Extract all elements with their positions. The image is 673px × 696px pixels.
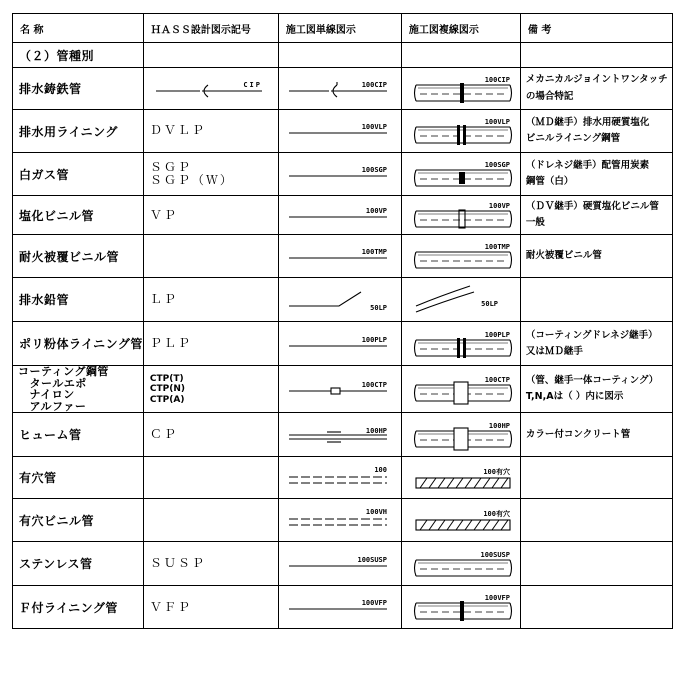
header-name: 名 称: [13, 14, 144, 43]
double-line-cell: [401, 322, 520, 366]
hatch-line: [438, 478, 445, 488]
hass-symbol: ＬＰ: [143, 278, 278, 322]
double-line-drawing: [402, 196, 520, 234]
pipe-end: [414, 127, 416, 143]
single-line-cell: [278, 366, 401, 413]
collar-symbol: [454, 382, 468, 404]
remark-line: （ＭＤ継手）排水用硬質塩化: [525, 116, 650, 128]
double-line-cell: [401, 235, 520, 278]
single-line-cell: [278, 586, 401, 629]
joint-symbol: [460, 601, 464, 621]
double-line-cell: [401, 366, 520, 413]
double-line-drawing: [402, 68, 520, 109]
pipe-row: [13, 68, 673, 110]
hass-symbol: ＶＰ: [143, 196, 278, 235]
hass-symbol: ＳＵＳＰ: [143, 542, 278, 586]
hatch-line: [456, 478, 463, 488]
double-line-drawing: [402, 322, 520, 365]
pipe-row: [13, 413, 673, 457]
double-line-cell: [401, 278, 520, 322]
hatch-line: [465, 520, 472, 530]
remark-line: 又はＭＤ継手: [525, 345, 583, 357]
pipe-name: 排水鋳鉄管: [13, 68, 144, 110]
pipe-end: [510, 340, 512, 356]
pipe-label: 100: [374, 466, 387, 475]
single-line-cell: [278, 235, 401, 278]
remarks: [520, 499, 672, 542]
joint-symbol: [459, 172, 465, 184]
single-line-drawing: [279, 499, 401, 541]
hatch-line: [465, 478, 472, 488]
pipe-name: Ｆ付ライニング管: [13, 586, 144, 629]
remark-line: 一般: [525, 217, 545, 229]
hass-symbol: [143, 499, 278, 542]
remark-line: の場合特記: [525, 90, 574, 102]
remark-line: カラー付コンクリート管: [525, 428, 631, 440]
pipe-label: 100HP: [365, 427, 387, 436]
single-line-drawing: [279, 542, 401, 585]
pipe-name: 有穴ビニル管: [13, 499, 144, 542]
hatch-line: [420, 520, 427, 530]
single-line-drawing: [279, 110, 401, 152]
pipe-end: [414, 211, 416, 227]
pipe-end: [510, 211, 512, 227]
pipe-end: [414, 252, 416, 268]
pipe-name: 耐火被覆ビニル管: [13, 235, 144, 278]
lead-pipe-line: [289, 292, 361, 306]
hatch-line: [429, 520, 436, 530]
pipe-end: [510, 603, 512, 619]
single-line-drawing: [279, 366, 401, 412]
pipe-label: 100PLP: [484, 331, 510, 340]
pipe-label: 100VFP: [361, 599, 387, 608]
double-line-drawing: [402, 153, 520, 195]
single-line-cell: [278, 542, 401, 586]
remark-line: （コーティングドレネジ継手）: [525, 329, 658, 341]
single-line-drawing: [279, 413, 401, 456]
pipe-end: [510, 252, 512, 268]
remarks: [520, 196, 672, 235]
coupling-symbol: [331, 388, 340, 394]
pipe-label: 100有穴: [483, 510, 510, 519]
remark-line: （ＤＶ継手）硬質塩化ビニル管: [525, 201, 659, 212]
hass-symbol: ＶＦＰ: [143, 586, 278, 629]
pipe-end: [510, 127, 512, 143]
hatch-line: [501, 478, 508, 488]
joint-symbol: [463, 338, 466, 358]
single-line-cell: [278, 153, 401, 196]
pipe-label: 100TMP: [484, 243, 510, 252]
single-line-drawing: [279, 278, 401, 321]
pipe-row: [13, 322, 673, 366]
pipe-row: [13, 153, 673, 196]
hass-symbol: [143, 235, 278, 278]
section-row: [13, 43, 673, 68]
pipe-name: ポリ粉体ライニング管: [13, 322, 144, 366]
remark-line: T,N,Aは（ ）内に図示: [525, 391, 624, 403]
pipe-name: 排水鉛管: [13, 278, 144, 322]
pipe-name: ヒューム管: [13, 413, 144, 457]
header-hass: ＨＡＳＳ設計図示記号: [143, 14, 278, 43]
pipe-label: 100VH: [365, 508, 387, 517]
pipe-end: [414, 170, 416, 186]
hatch-line: [492, 478, 499, 488]
section-title: （２）管種別: [13, 43, 144, 68]
single-line-drawing: [279, 586, 401, 628]
double-line-drawing: [402, 413, 520, 456]
remarks: [520, 366, 672, 413]
hatch-line: [447, 478, 454, 488]
header-remarks: 備 考: [520, 14, 672, 43]
collar-symbol: [454, 428, 468, 450]
single-line-drawing: [279, 153, 401, 195]
joint-symbol: [457, 338, 460, 358]
pipe-name: 白ガス管: [13, 153, 144, 196]
double-line-cell: [401, 110, 520, 153]
remarks: [520, 278, 672, 322]
remarks: [520, 413, 672, 457]
double-line-cell: [401, 499, 520, 542]
remark-line: （ドレネジ継手）配管用炭素: [525, 159, 650, 171]
double-line-drawing: [402, 110, 520, 152]
double-line-cell: [401, 68, 520, 110]
remarks: [520, 110, 672, 153]
double-line-cell: [401, 542, 520, 586]
pipe-row: [13, 542, 673, 586]
hass-symbol: ＣＰ: [143, 413, 278, 457]
single-line-drawing: [279, 235, 401, 277]
remarks: [520, 586, 672, 629]
single-line-cell: [278, 68, 401, 110]
double-line-cell: [401, 586, 520, 629]
pipe-label: CIP: [243, 81, 262, 89]
hatch-line: [447, 520, 454, 530]
pipe-end: [510, 170, 512, 186]
remark-line: ビニルライニング鋼管: [525, 133, 621, 144]
pipe-name: 塩化ビニル管: [13, 196, 144, 235]
pipe-row: [13, 586, 673, 629]
header-row: [13, 14, 673, 43]
double-line-drawing: [402, 278, 520, 321]
single-line-drawing: [279, 457, 401, 498]
pipe-end: [414, 431, 416, 447]
pipe-row: [13, 457, 673, 499]
double-line-cell: [401, 413, 520, 457]
pipe-label: 100CIP: [361, 81, 387, 89]
hatch-line: [420, 478, 427, 488]
single-line-cell: [278, 413, 401, 457]
pipe-end: [510, 431, 512, 447]
hass-symbol: ＳＧＰ ＳＧＰ（Ｗ）: [143, 153, 278, 196]
pipe-end: [414, 340, 416, 356]
double-line-drawing: [402, 499, 520, 541]
pipe-label: 100VFP: [484, 594, 510, 603]
remarks: [520, 457, 672, 499]
single-line-cell: [278, 278, 401, 322]
pipe-end: [414, 85, 416, 101]
pipe-label: 100CTP: [361, 381, 387, 390]
double-line-cell: [401, 153, 520, 196]
hass-symbol: [143, 68, 278, 110]
pipe-row: [13, 278, 673, 322]
hatch-line: [483, 520, 490, 530]
hatch-line: [429, 478, 436, 488]
single-line-drawing: [279, 322, 401, 365]
pipe-label: 100HP: [488, 422, 510, 431]
pipe-rows: [13, 68, 673, 629]
pipe-row: [13, 110, 673, 153]
pipe-row: [13, 366, 673, 413]
joint-symbol: [459, 210, 465, 228]
pipe-label: 100SUSP: [480, 551, 510, 560]
remarks: [520, 322, 672, 366]
pipe-label: 100VLP: [361, 123, 387, 131]
pipe-end: [414, 560, 416, 576]
pipe-end: [414, 385, 416, 401]
hass-symbol-drawing: [150, 68, 278, 109]
joint-symbol: [457, 125, 460, 145]
pipe-end: [510, 385, 512, 401]
single-line-cell: [278, 196, 401, 235]
pipe-label: 50LP: [370, 304, 387, 313]
pipe-label: 100VLP: [484, 118, 510, 126]
double-line-cell: [401, 457, 520, 499]
pipe-label: 50LP: [481, 300, 498, 309]
hatch-line: [474, 520, 481, 530]
remarks: [520, 68, 672, 110]
pipe-name: 有穴管: [13, 457, 144, 499]
hatch-line: [501, 520, 508, 530]
hass-symbol: ＤＶＬＰ: [143, 110, 278, 153]
single-line-drawing: [279, 68, 401, 109]
remarks: [520, 235, 672, 278]
hatch-line: [456, 520, 463, 530]
hatch-line: [492, 520, 499, 530]
pipe-label: 100TMP: [361, 248, 387, 257]
double-line-drawing: [402, 235, 520, 277]
pipe-label: 100CTP: [484, 376, 510, 385]
hatch-line: [474, 478, 481, 488]
pipe-end: [510, 560, 512, 576]
hass-symbol: ＰＬＰ: [143, 322, 278, 366]
double-line-drawing: [402, 542, 520, 585]
pipe-row: [13, 235, 673, 278]
single-line-cell: [278, 499, 401, 542]
pipe-label: 100VP: [488, 202, 510, 211]
pipe-label: 100SGP: [361, 166, 387, 174]
hass-symbol: CTP(T) CTP(N) CTP(A): [143, 366, 278, 413]
pipe-name: 排水用ライニング: [13, 110, 144, 153]
remark-line: 耐火被覆ビニル管: [525, 250, 602, 262]
pipe-label: 100CIP: [484, 76, 510, 84]
joint-symbol: [460, 83, 464, 103]
pipe-symbol-table: [12, 13, 673, 629]
pipe-label: 100SGP: [484, 161, 510, 169]
remark-line: 鋼管（白）: [525, 176, 574, 187]
remark-line: メカニカルジョイントワンタッチ: [525, 74, 668, 86]
pipe-name: ステンレス管: [13, 542, 144, 586]
pipe-row: [13, 499, 673, 542]
pipe-label: 100VP: [365, 207, 387, 216]
pipe-end: [414, 603, 416, 619]
pipe-row: [13, 196, 673, 235]
single-line-drawing: [279, 196, 401, 234]
remark-line: （管、継手一体コーティング）: [525, 375, 659, 387]
pipe-name: コーティング鋼管 タールエポ ナイロン アルファー: [13, 366, 144, 413]
remarks: [520, 153, 672, 196]
double-line-cell: [401, 196, 520, 235]
hatch-line: [438, 520, 445, 530]
single-line-cell: [278, 457, 401, 499]
header-single: 施工図単線図示: [278, 14, 401, 43]
single-line-cell: [278, 322, 401, 366]
remarks: [520, 542, 672, 586]
pipe-label: 100SUSP: [357, 556, 387, 565]
double-line-drawing: [402, 366, 520, 412]
hatch-line: [483, 478, 490, 488]
pipe-end: [510, 85, 512, 101]
hass-symbol: [143, 457, 278, 499]
joint-symbol: [463, 125, 466, 145]
pipe-label: 100有穴: [483, 468, 510, 477]
double-line-drawing: [402, 586, 520, 628]
header-double: 施工図複線図示: [401, 14, 520, 43]
pipe-label: 100PLP: [361, 336, 387, 345]
single-line-cell: [278, 110, 401, 153]
double-line-drawing: [402, 457, 520, 498]
